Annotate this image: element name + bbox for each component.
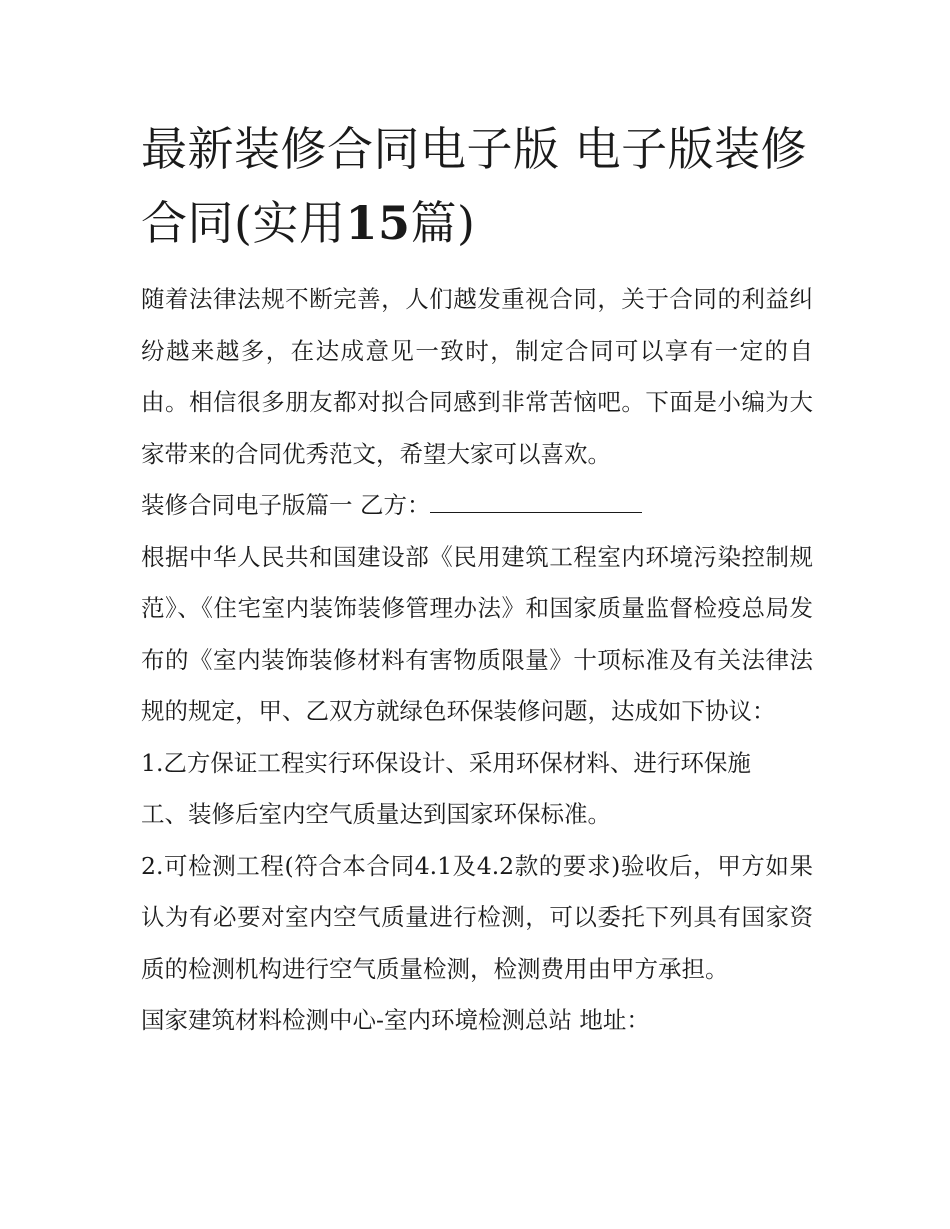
document-title	[141, 112, 813, 260]
clause-1-line-2: 工、装修后室内空气质量达到国家环保标准。	[141, 800, 611, 828]
document-body	[141, 274, 813, 1047]
title-count: 15	[345, 196, 411, 250]
agency-line: 国家建筑材料检测中心-室内环境检测总站 地址：	[141, 1006, 650, 1034]
title-text-part2: 篇)	[410, 196, 476, 250]
fill-in-blank-line	[430, 490, 642, 513]
basis-paragraph: 根据中华人民共和国建设部《民用建筑工程室内环境污染控制规范》、《住宅室内装饰装修管理办法》和国家质量监督检疫总局发布的《室内装饰装修材料有害物质限量》十项标准及有关法律法规的规定，甲、乙双方就绿色环保装修问题，达成如下协议：	[141, 542, 813, 725]
intro-paragraph: 随着法律法规不断完善，人们越发重视合同，关于合同的利益纠纷越来越多，在达成意见一致时，制定合同可以享有一定的自由。相信很多朋友都对拟合同感到非常苦恼吧。下面是小编为大家带来的合同优秀范文，希望大家可以喜欢。	[141, 285, 813, 468]
title-text-part1: 最新装修合同电子版 电子版装修合同(实用	[141, 122, 808, 250]
clause-2: 2.可检测工程(符合本合同4.1及4.2款的要求)验收后，甲方如果认为有必要对室内空气质量进行检测，可以委托下列具有国家资质的检测机构进行空气质量检测，检测费用由甲方承担。	[141, 851, 813, 983]
document-page	[141, 112, 813, 1047]
section-heading-text: 装修合同电子版篇一 乙方：	[141, 491, 431, 519]
clause-1	[141, 738, 813, 841]
section-heading	[141, 480, 813, 532]
clause-1-line-1: 1.乙方保证工程实行环保设计、采用环保材料、进行环保施	[141, 748, 751, 777]
